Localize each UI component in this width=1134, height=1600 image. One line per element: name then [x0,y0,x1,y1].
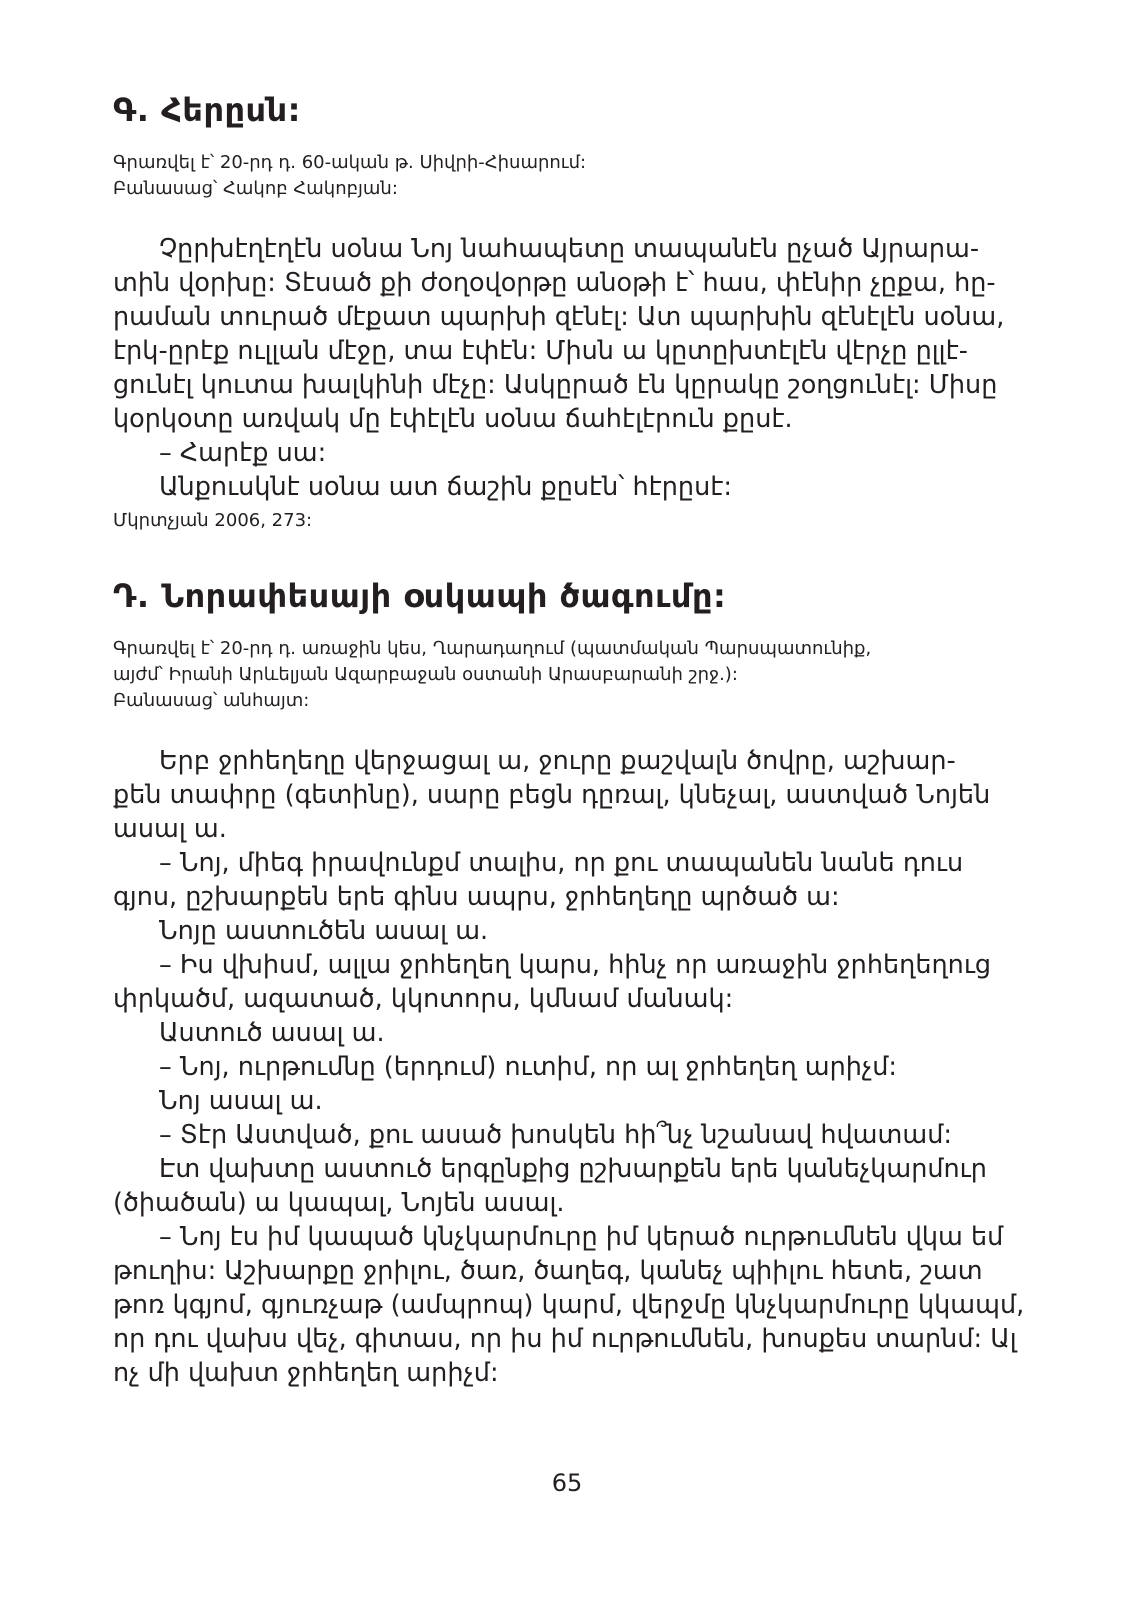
paragraph-line: Անքուսկնէ սօնա ատ ճաշին քըսէն՝ հէրըսէ: [159,472,732,502]
paragraph-line: թուղիս: Աշխարքը ջրիլու, ծառ, ծաղեգ, կանեչ պիիլու հետե, շատ [113,1256,983,1286]
paragraph-line: ասալ ա. [113,814,227,844]
dialogue-line: – Տէր Աստված, քու ասած խոսկեն հի՞նչ նշանավ հվատամ: [159,1120,952,1150]
meta-line: Բանասաց՝ Հակոբ Հակոբյան: [113,178,398,199]
paragraph-line: որ դու վախս վեչ, գիտաս, որ իս իմ ուրթումնեն, խոսքես տարնմ: Ալ [113,1324,1017,1354]
section-g-source: Մկրտչյան 2006, 273: [113,510,313,531]
dialogue-line: – Նոյ էս իմ կապած կնչկարմուրը իմ կերած ուրթումնեն վկա եմ [159,1222,1004,1252]
paragraph-line: (ծիածան) ա կապալ, Նոյեն ասալ. [113,1188,565,1218]
paragraph-line: գյոս, ըշխարքեն երե գինս ապրս, ջրհեղեղը պրծած ա: [113,882,840,912]
meta-line: այժմ՝ Իրանի Արևելյան Ազարբաջան օստանի Արասբարանի շրջ.): [113,664,738,685]
meta-line: Գրառվել է՝ 20-րդ դ. 60-ական թ. Սիվրի-Հիսարում: [113,152,587,173]
paragraph-line: Երբ ջրհեղեղը վերջացալ ա, ջուրը քաշվալն ծովրը, աշխար- [159,746,956,776]
paragraph-line: էրկ-ըրէք ուլլան մէջը, տա էփէն: Միսն ա կըտըխտէլէն վէրչը ըլլէ- [113,336,968,366]
paragraph-line: թոռ կգյոմ, գյուռչաթ (ամպրոպ) կարմ, վերջմը կնչկարմուրը կկապմ, [113,1290,1025,1320]
meta-line: Գրառվել է՝ 20-րդ դ. առաջին կես, Ղարադաղում (պատմական Պարսպատունիք, [113,638,872,659]
page-number: 65 [551,1469,583,1497]
paragraph-line: Աստուծ ասալ ա. [159,1018,385,1048]
section-g-title: Գ. Հերըսն: [113,91,301,129]
section-d-meta [113,636,1013,714]
dialogue-line: – Նոյ, ուրթումնը (երդում) ուտիմ, որ ալ ջրհեղեղ արիչմ: [159,1052,897,1082]
paragraph-line: քեն տափրը (գետինը), սարը բեցն դըռալ, կնեչալ, աստված Նոյեն [113,780,991,810]
paragraph-line: ցունէլ կուտա խալկինի մէչը: Ասկըրած էն կըրակը շօղցունէլ: Միսը [113,370,998,400]
section-g-body [113,232,1013,504]
section-d-title: Դ. Նորափեսայի օսկապի ծագումը: [113,577,727,615]
section-d-body [113,744,1025,1390]
paragraph-line: տին վօրխը: Տէսած քի ժօղօվօրթը անօթի է՝ հաս, փէնիր չըքա, հը- [113,268,996,298]
paragraph-line: Նոյ ասալ ա. [159,1086,323,1116]
dialogue-line: – Նոյ, միեգ իրավունքմ տալիս, որ քու տապանեն նանե դուս [159,848,964,878]
meta-line: Բանասաց՝ անհայտ: [113,690,310,711]
dialogue-line: – Իս վխիսմ, ալլա ջրհեղեղ կարս, հինչ որ առաջին ջրհեղեղուց [159,950,992,980]
paragraph-line: Նոյը աստուծեն ասալ ա. [159,916,489,946]
dialogue-line: – Հարէք սա: [159,438,327,468]
paragraph-line: րաման տուրած մէքատ պարխի զէնէլ: Ատ պարխին զէնէլէն սօնա, [113,302,1005,332]
paragraph-line: Չըրխէղէղէն սօնա Նոյ նահապետը տապանէն ըչած Այրարա- [159,234,980,264]
paragraph-line: ոչ մի վախտ ջրհեղեղ արիչմ: [113,1358,499,1388]
section-g-meta [113,150,1013,202]
paragraph-line: Էտ վախտը աստուծ երգընքից ըշխարքեն երե կանեչկարմուր [159,1154,987,1184]
paragraph-line: կօրկօտը առվակ մը էփէլէն սօնա ճահէլէրուն քըսէ. [113,404,793,434]
page-content [113,88,1025,1390]
paragraph-line: փրկածմ, ազատած, կկոտորս, կմնամ մանակ: [113,984,734,1014]
